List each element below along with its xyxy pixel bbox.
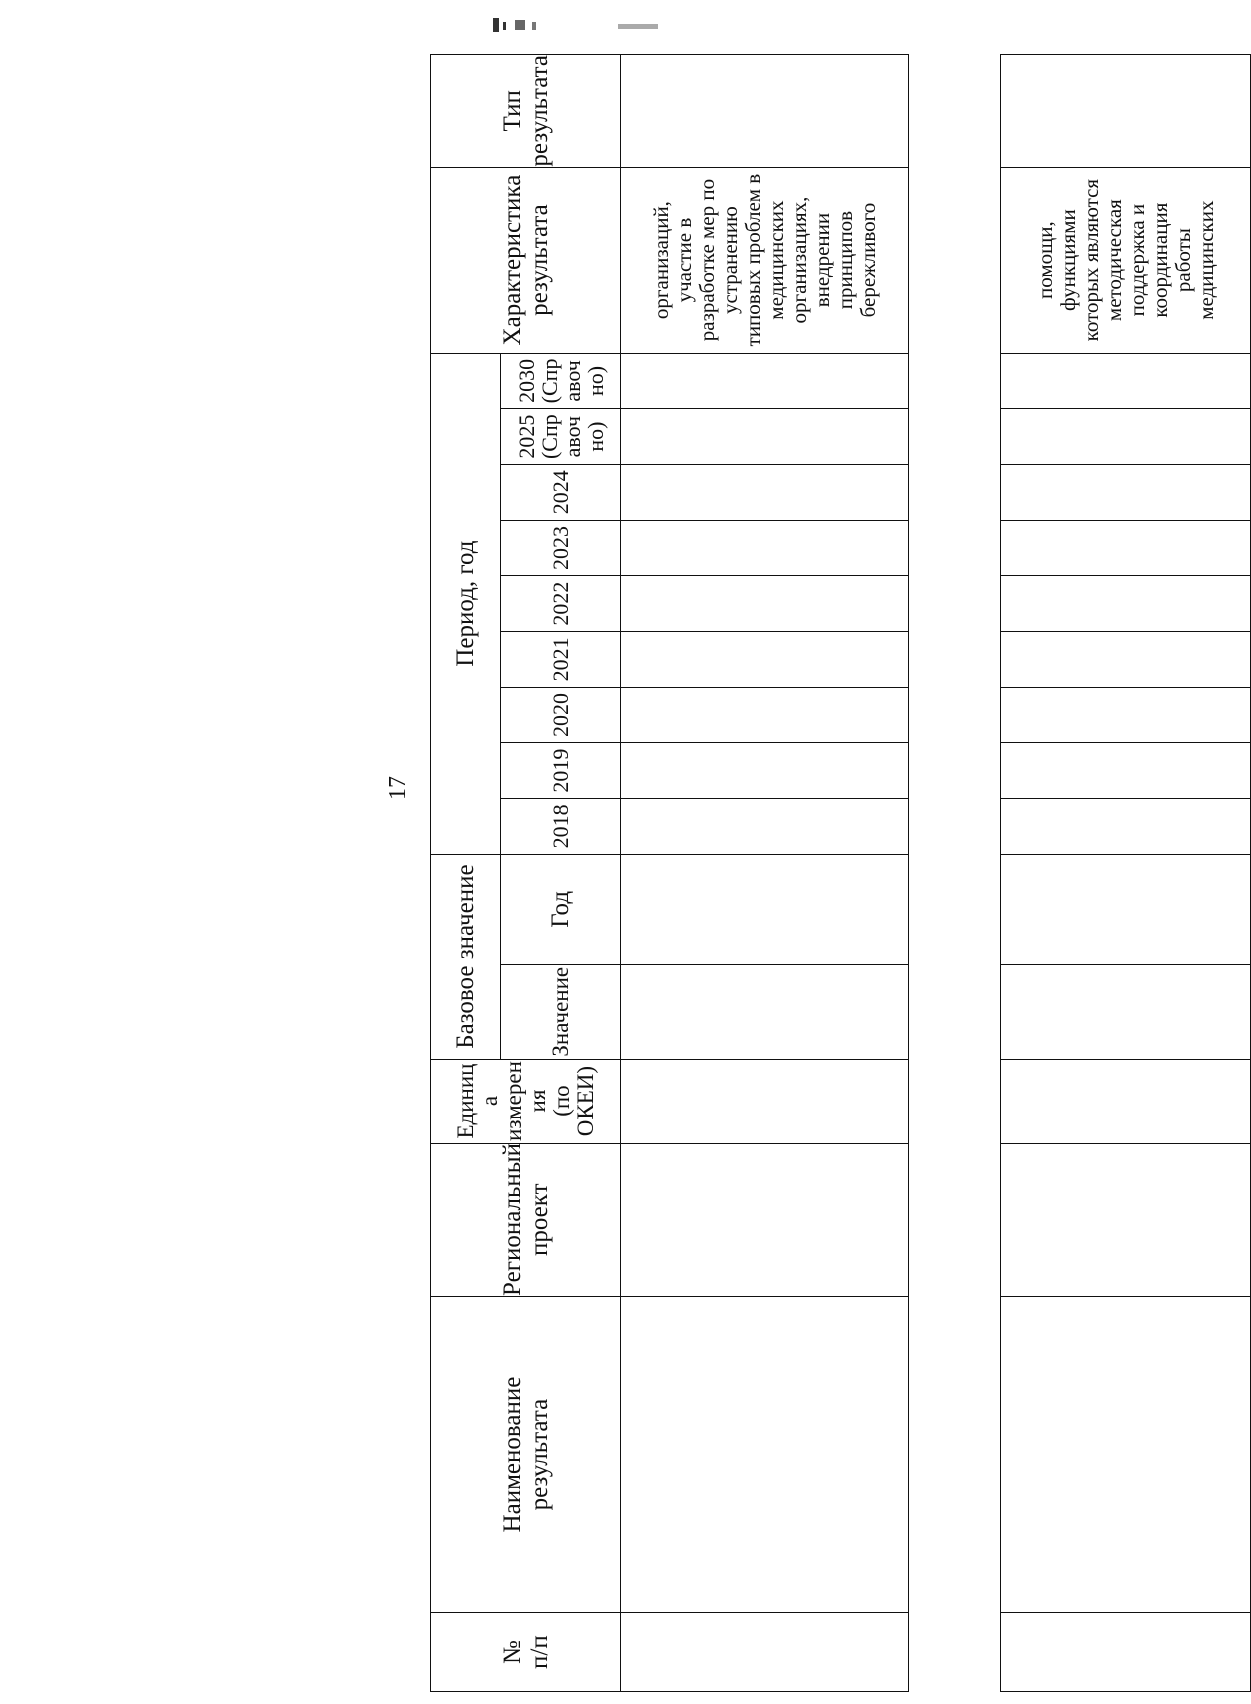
scan-artifact: [503, 22, 506, 30]
characteristic-text: помощи, функциями которых являются методическая поддержка и координация работы медицинских: [1032, 178, 1218, 342]
year-label: 2021: [548, 637, 573, 682]
scan-artifact: [532, 22, 536, 30]
table-cell: [621, 55, 909, 168]
year-label: 2022: [548, 581, 573, 626]
table-cell: [1001, 520, 1251, 576]
table-cell: [1001, 1059, 1251, 1143]
scan-artifact: [515, 20, 525, 30]
header-year-2019: [501, 743, 621, 799]
header-base-value-year: [501, 854, 621, 964]
scan-artifact: [493, 18, 499, 32]
table-cell: [1001, 743, 1251, 799]
header-year-2023: [501, 520, 621, 576]
table-cell: [621, 353, 909, 409]
table-cell: [1001, 854, 1251, 964]
continuation-table: [1000, 54, 1251, 1692]
header-base-value-text: Базовое значение: [452, 864, 479, 1049]
header-period: [431, 353, 501, 854]
characteristic-cell: [1001, 167, 1251, 353]
table-cell: [1001, 576, 1251, 632]
header-regional-project-text: Региональный проект: [498, 1143, 553, 1296]
table-cell: [1001, 55, 1251, 168]
header-result-type-text: Тип результата: [498, 54, 553, 167]
header-characteristic-text: Характеристика результата: [498, 174, 553, 346]
header-name: [431, 1296, 621, 1612]
table-row: [621, 55, 909, 1692]
table-cell: [1001, 464, 1251, 520]
results-table: [430, 54, 909, 1692]
header-base-value-value-text: Значение: [547, 966, 573, 1057]
header-number-text: № п/п: [498, 1635, 553, 1669]
header-unit-text: Единиц а измерен ия (по ОКЕИ): [452, 1061, 598, 1141]
year-label: 2024: [548, 470, 573, 515]
header-row-1: [431, 55, 501, 1692]
year-label: 2030 (Спр авоч но): [513, 358, 608, 404]
header-unit: [431, 1059, 621, 1143]
header-base-value-value: [501, 964, 621, 1059]
year-label: 2023: [548, 525, 573, 570]
table-cell: [1001, 964, 1251, 1059]
header-year-2021: [501, 631, 621, 687]
table-cell: [1001, 1143, 1251, 1296]
table-cell: [621, 1296, 909, 1612]
table-cell: [1001, 1296, 1251, 1612]
table-cell: [1001, 687, 1251, 743]
header-base-value-year-text: Год: [547, 890, 574, 928]
header-year-2018: [501, 798, 621, 854]
year-label: 2018: [548, 804, 573, 849]
table-cell: [1001, 798, 1251, 854]
characteristic-text: организаций, участие в разработке мер по устранению типовых проблем в медицинских организациях, внедрении принципов бережливого: [648, 173, 880, 347]
header-name-text: Наименование результата: [498, 1376, 553, 1533]
table-cell: [1001, 353, 1251, 409]
header-year-2030: [501, 353, 621, 409]
table-row: [1001, 55, 1251, 1692]
scan-artifact: [618, 24, 658, 29]
table-cell: [621, 576, 909, 632]
table-cell: [621, 409, 909, 465]
year-label: 2025 (Спр авоч но): [513, 414, 608, 460]
table-cell: [621, 854, 909, 964]
header-year-2020: [501, 687, 621, 743]
header-number: [431, 1613, 621, 1692]
table-cell: [621, 964, 909, 1059]
header-period-text: Период, год: [452, 540, 479, 667]
header-base-value: [431, 854, 501, 1059]
table-cell: [1001, 631, 1251, 687]
characteristic-cell: [621, 167, 909, 353]
year-label: 2019: [548, 748, 573, 793]
header-year-2022: [501, 576, 621, 632]
table-cell: [1001, 409, 1251, 465]
table-cell: [621, 464, 909, 520]
table-cell: [621, 1143, 909, 1296]
table-cell: [621, 687, 909, 743]
header-year-2025: [501, 409, 621, 465]
year-label: 2020: [548, 692, 573, 737]
page-number: 17: [385, 776, 411, 800]
header-year-2024: [501, 464, 621, 520]
header-result-type: [431, 55, 621, 168]
table-cell: [621, 520, 909, 576]
table-cell: [621, 743, 909, 799]
table-cell: [621, 1059, 909, 1143]
table-cell: [621, 798, 909, 854]
table-cell: [621, 1613, 909, 1692]
header-regional-project: [431, 1143, 621, 1296]
table-cell: [1001, 1613, 1251, 1692]
table-cell: [621, 631, 909, 687]
header-characteristic: [431, 167, 621, 353]
